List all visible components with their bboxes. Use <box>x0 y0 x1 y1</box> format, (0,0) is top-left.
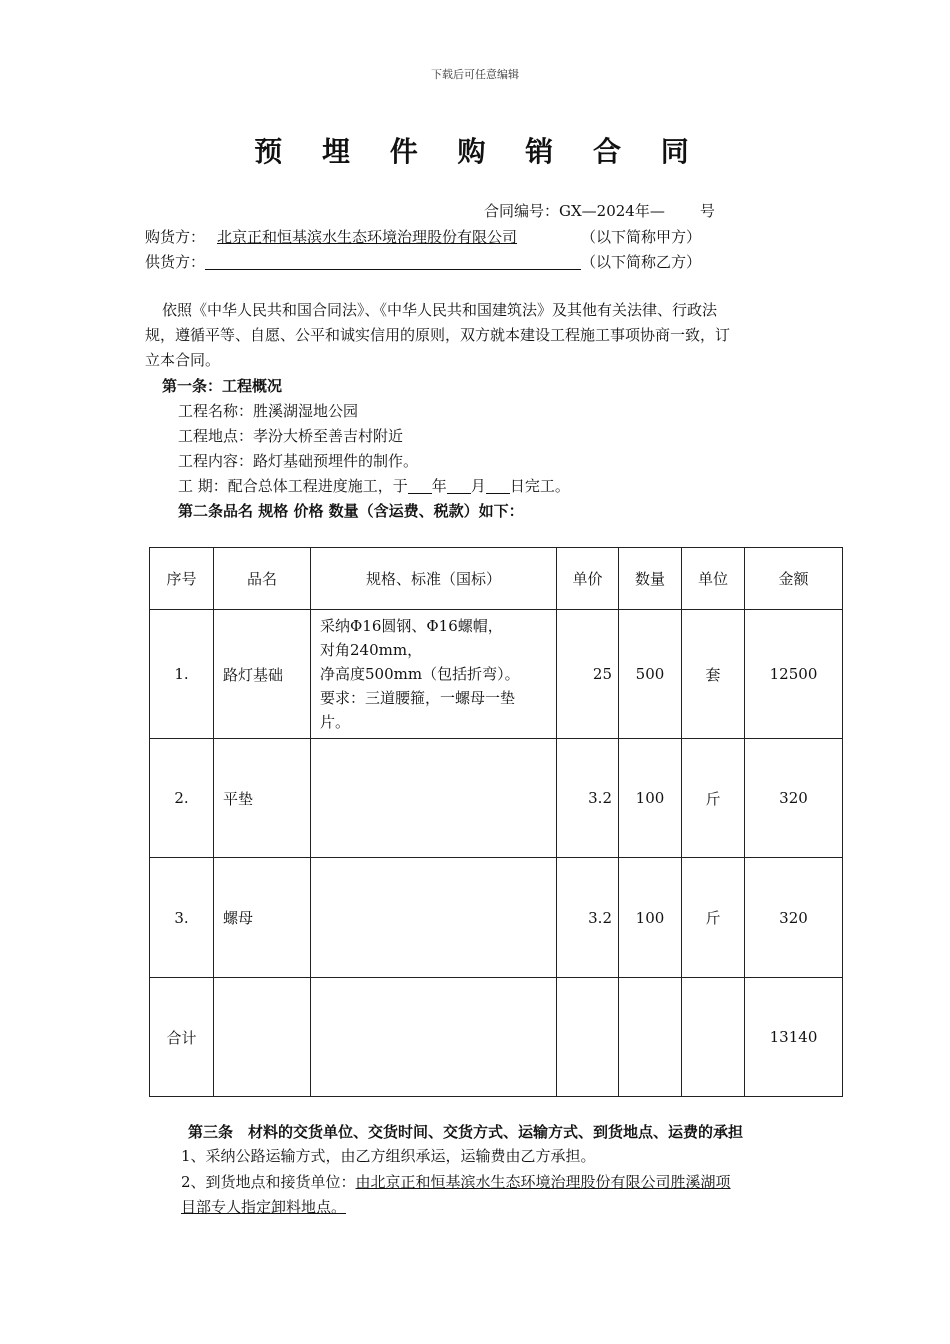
header-qty: 数量 <box>619 548 682 610</box>
row-amount: 12500 <box>745 610 843 739</box>
project-name: 工程名称：胜溪湖湿地公园 <box>178 402 359 420</box>
project-location: 工程地点：孝汾大桥至善吉村附近 <box>178 427 404 445</box>
header-spec: 规格、标准（国标） <box>311 548 557 610</box>
empty-cell <box>619 978 682 1097</box>
preamble-line-3: 立本合同。 <box>145 351 221 369</box>
spec-line: 采纳Φ16圆钢、Φ16螺帽， <box>320 617 503 635</box>
period-year: 年 <box>431 477 447 495</box>
table-row <box>150 858 843 978</box>
buyer-line <box>145 225 701 249</box>
article1-heading: 第一条：工程概况 <box>162 377 283 395</box>
row-name: 路灯基础 <box>214 610 311 739</box>
empty-cell <box>682 978 745 1097</box>
empty-cell <box>311 978 557 1097</box>
project-content: 工程内容：路灯基础预埋件的制作。 <box>178 452 419 470</box>
contract-number-label: 合同编号：GX—2024年— <box>484 202 665 220</box>
row-amount: 320 <box>745 858 843 978</box>
row-no: 3. <box>150 858 214 978</box>
row-price: 3.2 <box>557 858 619 978</box>
row-qty: 100 <box>619 739 682 858</box>
total-amount: 13140 <box>745 978 843 1097</box>
empty-cell <box>557 978 619 1097</box>
row-amount: 320 <box>745 739 843 858</box>
article3-item-1: 1、采纳公路运输方式，由乙方组织承运，运输费由乙方承担。 <box>181 1147 596 1165</box>
period-prefix: 工 期：配合总体工程进度施工，于 <box>178 477 408 495</box>
row-unit: 套 <box>682 610 745 739</box>
row-spec <box>311 858 557 978</box>
row-price: 3.2 <box>557 739 619 858</box>
period-day-blank <box>486 477 510 494</box>
buyer-note: （以下简称甲方） <box>581 228 702 246</box>
row-name: 平垫 <box>214 739 311 858</box>
spec-line: 净高度500mm（包括折弯）。 <box>320 665 520 683</box>
article2-heading: 第二条品名 规格 价格 数量（含运费、税款）如下： <box>178 502 524 520</box>
row-no: 2. <box>150 739 214 858</box>
empty-cell <box>214 978 311 1097</box>
contract-number-suffix: 号 <box>699 202 715 220</box>
row-qty: 100 <box>619 858 682 978</box>
row-spec <box>311 739 557 858</box>
seller-line <box>145 250 701 274</box>
row-price: 25 <box>557 610 619 739</box>
spec-line: 要求：三道腰箍，一螺母一垫 <box>320 689 516 707</box>
header-unit: 单位 <box>682 548 745 610</box>
row-no: 1. <box>150 610 214 739</box>
table-row <box>150 739 843 858</box>
table-total-row <box>150 978 843 1097</box>
spec-line: 对角240mm， <box>320 641 423 659</box>
total-label: 合计 <box>150 978 214 1097</box>
buyer-label: 购货方： <box>145 228 206 246</box>
preamble-line-1: 依照《中华人民共和国合同法》、《中华人民共和国建筑法》及其他有关法律、行政法 <box>162 301 718 319</box>
period-month: 月 <box>470 477 486 495</box>
row-unit: 斤 <box>682 739 745 858</box>
table-header-row <box>150 548 843 610</box>
header-price: 单价 <box>557 548 619 610</box>
header-no: 序号 <box>150 548 214 610</box>
row-name: 螺母 <box>214 858 311 978</box>
item2-underlined: 由北京正和恒基滨水生态环境治理股份有限公司胜溪湖项 <box>355 1173 731 1191</box>
page-title: 预 埋 件 购 销 合 同 <box>254 135 704 168</box>
seller-note: （以下简称乙方） <box>581 253 702 271</box>
spec-line: 片。 <box>320 713 351 731</box>
item2-prefix: 2、到货地点和接货单位： <box>181 1173 356 1191</box>
project-period <box>178 474 570 498</box>
seller-label: 供货方： <box>145 253 206 271</box>
buyer-name: 北京正和恒基滨水生态环境治理股份有限公司 <box>217 228 518 246</box>
article3-heading: 第三条 材料的交货单位、交货时间、交货方式、运输方式、到货地点、运费的承担 <box>188 1123 744 1141</box>
row-qty: 500 <box>619 610 682 739</box>
period-month-blank <box>447 477 471 494</box>
table-row <box>150 610 843 739</box>
contract-number <box>484 199 715 223</box>
header-amount: 金额 <box>745 548 843 610</box>
preamble-line-2: 规，遵循平等、自愿、公平和诚实信用的原则，双方就本建设工程施工事项协商一致，订 <box>145 326 731 344</box>
header-note: 下载后可任意编辑 <box>431 68 519 81</box>
goods-table <box>149 547 843 1097</box>
header-name: 品名 <box>214 548 311 610</box>
period-day: 日完工。 <box>509 477 570 495</box>
row-unit: 斤 <box>682 858 745 978</box>
article3-item-2-line2: 目部专人指定卸料地点。 <box>181 1198 347 1216</box>
seller-name-blank <box>205 253 581 270</box>
article3-item-2 <box>181 1170 731 1194</box>
row-spec <box>311 610 557 739</box>
period-year-blank <box>408 477 432 494</box>
